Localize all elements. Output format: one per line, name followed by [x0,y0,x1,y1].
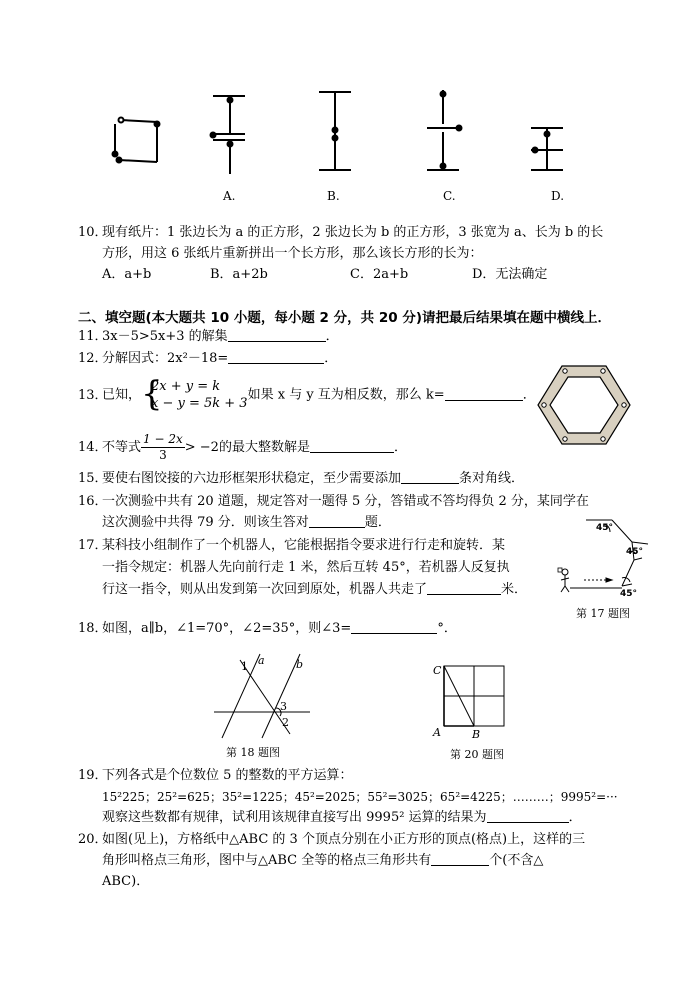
robot-path-figure [556,512,652,604]
answer-blank-11[interactable] [228,328,326,342]
figure-18 [210,650,320,742]
fig18-label-b: b [296,658,304,671]
question-17-line2: 一指令规定：机器人先向前行走 1 米，然后互转 45°，若机器人反复执 [102,560,510,575]
option-c[interactable]: C．2a+b [350,267,409,282]
option-label-a: A. [223,189,236,203]
fig18-label-a: a [258,654,265,667]
fig18-label-2: 2 [282,716,289,729]
hexagon-frame-figure [534,360,634,450]
option-b[interactable]: B．a+2b [210,267,268,282]
question-10-line2: 方形，用这 6 张纸片重新拼出一个长方形，那么该长方形的长为： [102,246,483,261]
answer-blank-15[interactable] [401,470,459,484]
question-11: 11．3x－5>5x+3 的解集 ． [78,329,339,344]
question-20-line2: 角形叫格点三角形，图中与△ABC 全等的格点三角形共有 个(不含△ [102,853,544,868]
option-label-c: C. [443,189,456,203]
fraction: $\frac{1 - 2x}{3}$ [143,432,183,462]
top-figure [95,82,595,204]
figure-20-caption: 第 20 题图 [450,748,504,761]
question-18: 18．如图，a∥b，∠1=70°，∠2=35°，则∠3= °． [78,621,457,636]
option-d[interactable]: D．无法确定 [472,267,548,282]
equation-system: { 2x + y = k x − y = 5k + 3 [141,374,248,414]
question-10: 10．现有纸片：1 张边长为 a 的正方形，2 张边长为 b 的正方形，3 张宽为 a、长为 b 的长 [78,225,604,240]
question-10-options [102,266,547,284]
question-20-line3: ABC)． [102,874,150,889]
answer-blank-16[interactable] [309,514,365,528]
question-17: 17．某科技小组制作了一个机器人，它能根据指令要求进行行走和旋转．某 [78,538,506,553]
answer-blank-13[interactable] [445,387,523,401]
question-15: 15．要使右图饺接的六边形框架形状稳定，至少需要添加 条对角线． [78,471,525,486]
answer-blank-17[interactable] [427,581,501,595]
question-20: 20．如图(见上)，方格纸中△ABC 的 3 个顶点分别在小正方形的顶点(格点)上，这样的三 [78,832,586,847]
option-label-d: D. [551,189,565,203]
answer-blank-14[interactable] [310,439,394,453]
fig18-label-3: 3 [280,700,287,713]
fig20-label-c: C [433,664,442,677]
angle-label-2: 45° [626,547,644,557]
angle-label-1: 45° [596,523,614,533]
question-19-line2: 15²225；25²=625；35²=1225；45²=2025；55²=3025；65²=4225；………；9995²=··· [102,790,618,804]
option-a[interactable]: A．a+b [102,267,152,282]
question-17-line3: 行这一指令，则从出发到第一次回到原处，机器人共走了 米． [102,582,528,597]
fig20-label-b: B [472,728,481,741]
question-19: 19．下列各式是个位数位 5 的整数的平方运算： [78,768,353,783]
answer-blank-19[interactable] [487,809,569,823]
question-13: 13．已知， { 2x + y = k x − y = 5k + 3 如果 x 与 y 互为相反数，那么 k= ． [78,374,536,414]
figure-17-caption: 第 17 题图 [576,607,630,620]
question-14: 14．不等式 $\frac{1 - 2x}{3}$ > −2的最大整数解是 ． [78,432,407,462]
fig20-label-a: A [433,726,441,739]
answer-blank-12[interactable] [228,350,324,364]
option-label-b: B. [327,189,340,203]
fig18-label-1: 1 [241,660,248,673]
angle-label-3: 45° [620,589,638,599]
question-16-line2: 这次测验中共得 79 分．则该生答对 题． [102,515,391,530]
figure-18-caption: 第 18 题图 [226,746,280,759]
answer-blank-20[interactable] [431,852,489,866]
question-19-line3: 观察这些数都有规律，试利用该规律直接写出 9995² 运算的结果为 ． [102,810,582,825]
figure-20 [430,660,510,742]
section-2-title: 二、填空题(本大题共 10 小题，每小题 2 分，共 20 分)请把最后结果填在题中横线上． [78,310,612,326]
question-12: 12．分解因式：2x²－18= ． [78,351,338,366]
answer-blank-18[interactable] [351,620,437,634]
question-16: 16．一次测验中共有 20 道题，规定答对一题得 5 分，答错或不答均得负 2 分，某同学在 [78,494,589,509]
